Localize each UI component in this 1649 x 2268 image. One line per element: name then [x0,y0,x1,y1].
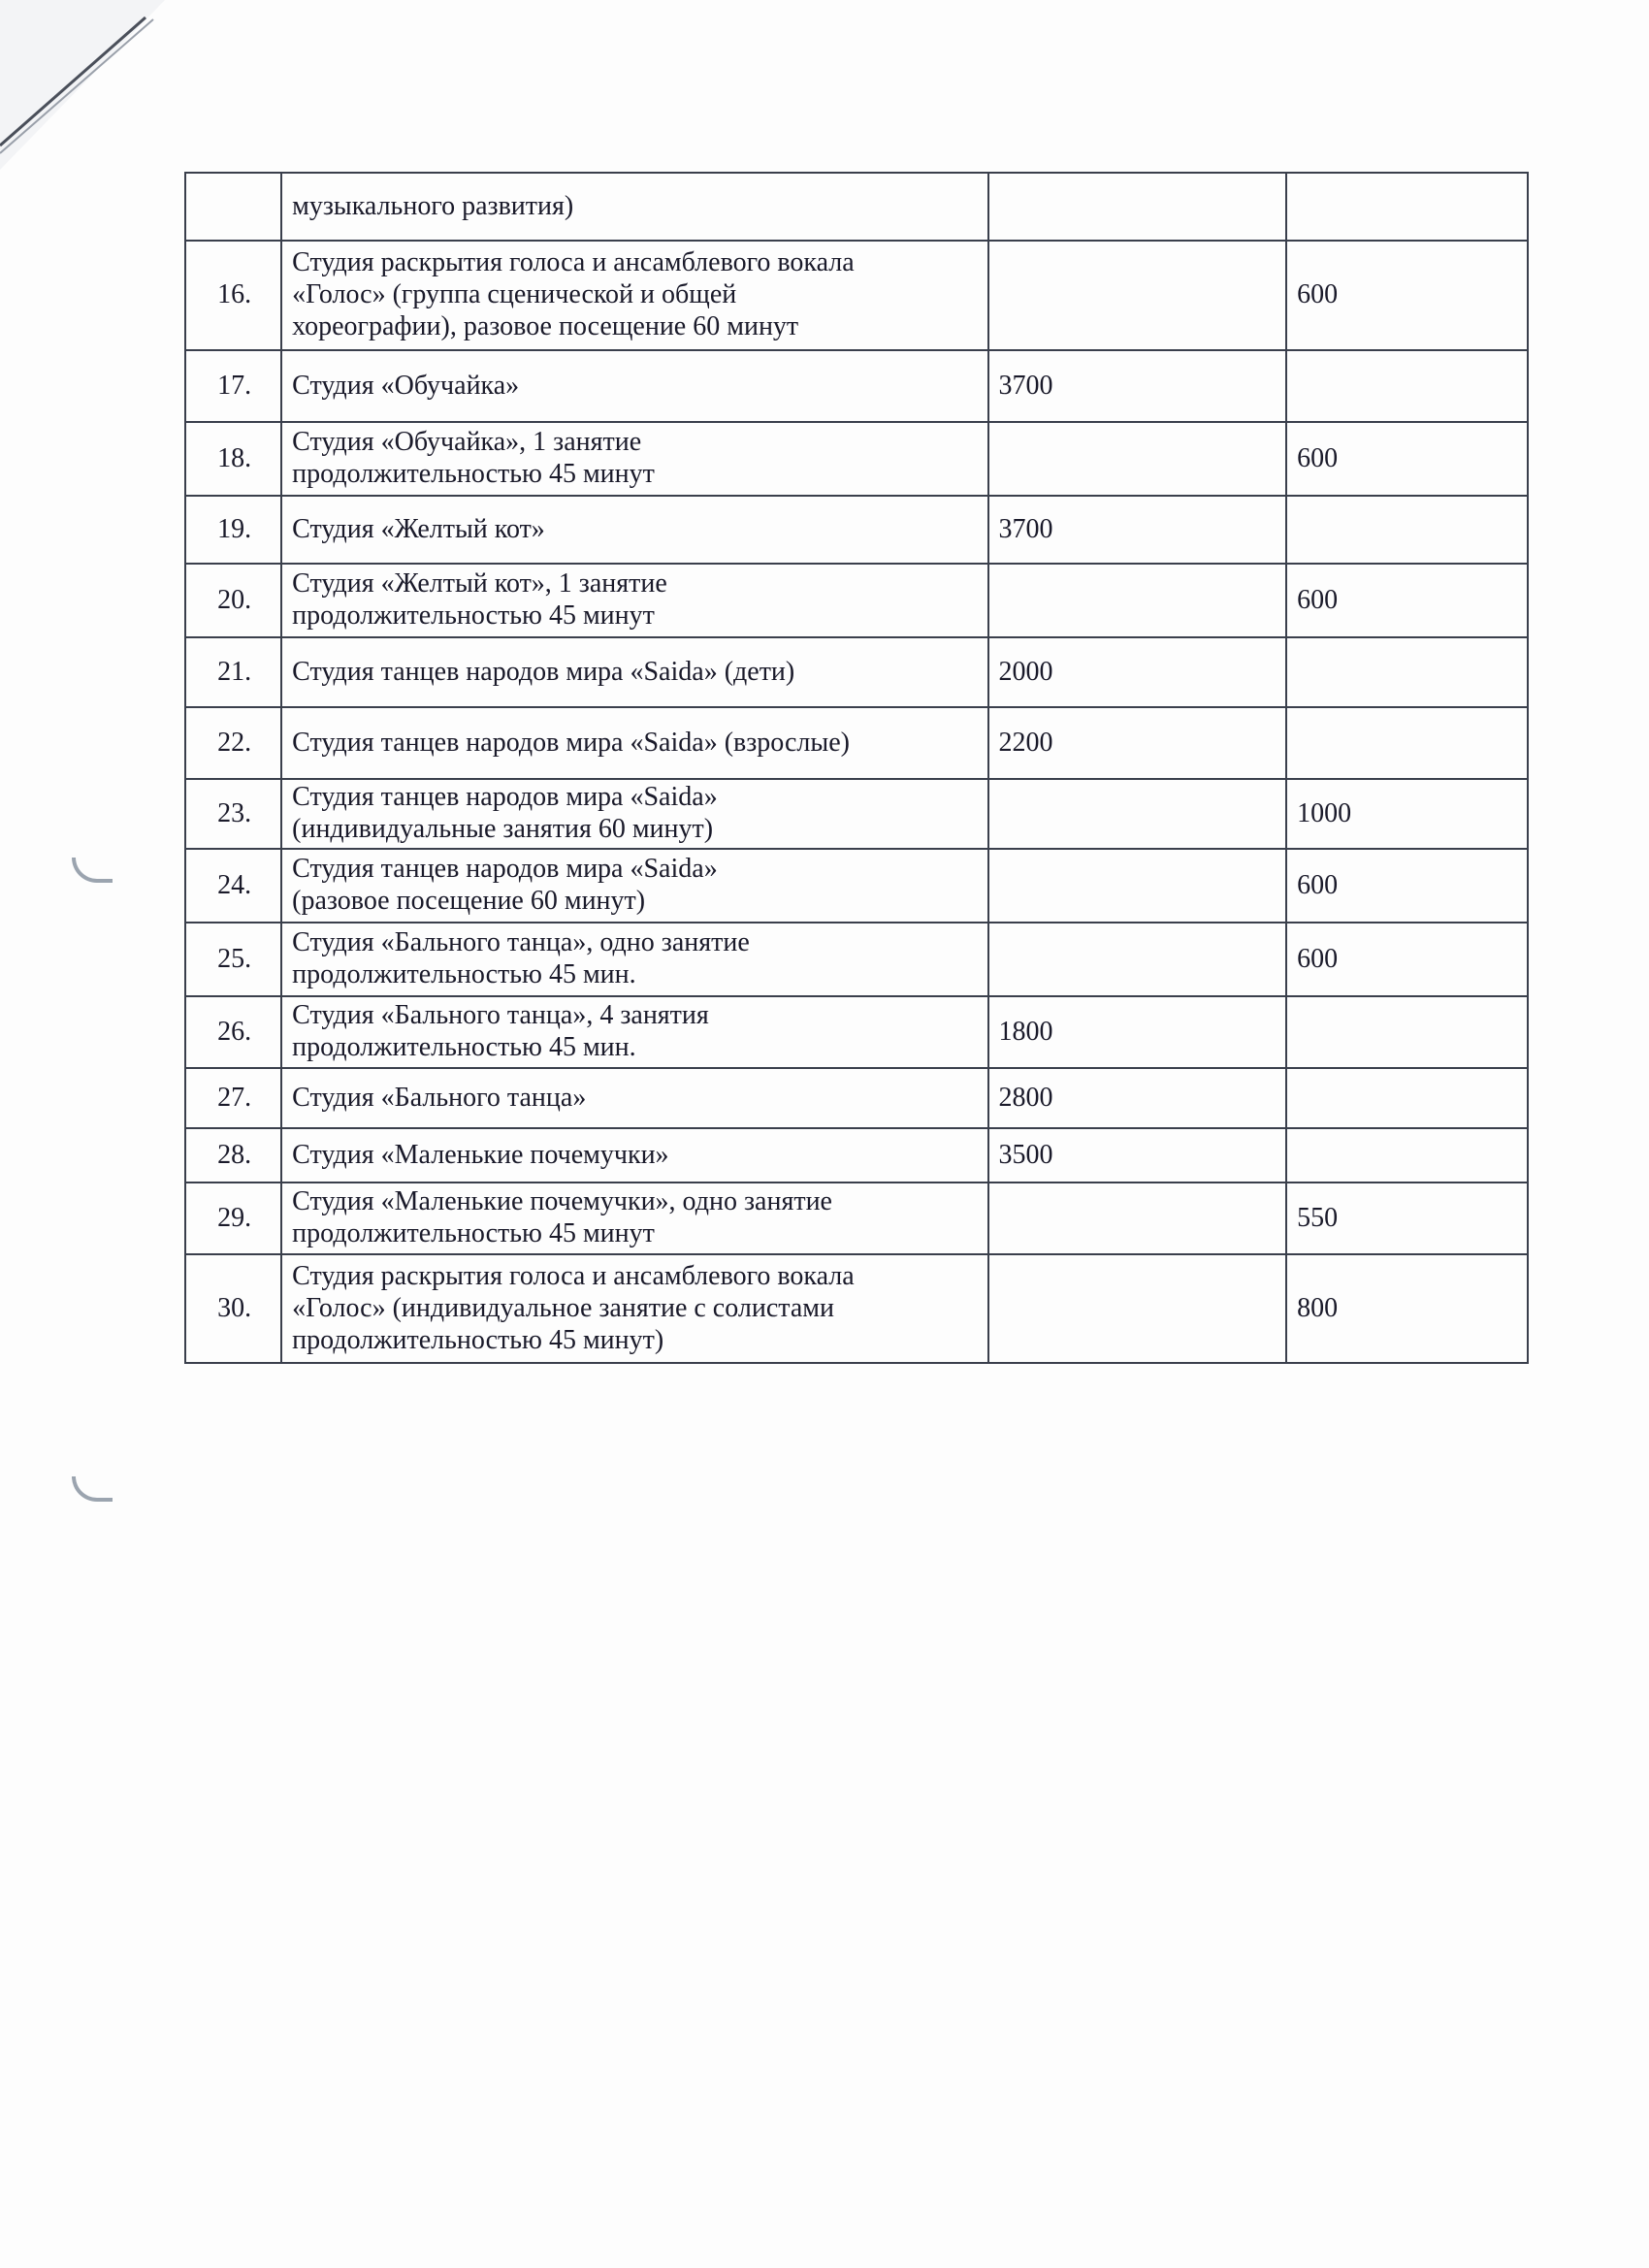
table-row [185,173,1528,241]
row-number: 30. [185,1254,281,1363]
single-visit-price: 800 [1286,1254,1528,1363]
service-name: Студия «Обучайка», 1 занятие продолжительностью 45 минут [281,422,987,496]
row-number: 16. [185,241,281,350]
service-name: Студия «Желтый кот» [281,496,987,564]
table-row [185,1128,1528,1183]
service-name: Студия «Бального танца», одно занятие продолжительностью 45 мин. [281,923,987,996]
row-number: 26. [185,996,281,1068]
monthly-price: 3700 [988,350,1287,422]
service-name: Студия танцев народов мира «Saida» (разовое посещение 60 минут) [281,849,987,923]
row-number: 25. [185,923,281,996]
row-number: 19. [185,496,281,564]
service-name: Студия танцев народов мира «Saida» (дети) [281,637,987,707]
service-name: Студия раскрытия голоса и ансамблевого вокала «Голос» (индивидуальное занятие с солистами продолжительностью 45 минут) [281,1254,987,1363]
single-visit-price [1286,1068,1528,1128]
row-number [185,173,281,241]
table-row [185,923,1528,996]
monthly-price [988,1183,1287,1254]
monthly-price [988,564,1287,637]
row-number: 27. [185,1068,281,1128]
table-row [185,241,1528,350]
row-number: 21. [185,637,281,707]
service-name: Студия «Желтый кот», 1 занятие продолжительностью 45 минут [281,564,987,637]
monthly-price [988,422,1287,496]
single-visit-price: 550 [1286,1183,1528,1254]
table-row [185,350,1528,422]
row-number: 23. [185,779,281,849]
monthly-price: 2200 [988,707,1287,779]
single-visit-price: 600 [1286,241,1528,350]
service-name: Студия «Маленькие почемучки», одно занятие продолжительностью 45 минут [281,1183,987,1254]
punch-hole-mark-icon [72,858,113,883]
single-visit-price: 1000 [1286,779,1528,849]
single-visit-price: 600 [1286,422,1528,496]
monthly-price: 2000 [988,637,1287,707]
table-row [185,1183,1528,1254]
monthly-price [988,779,1287,849]
service-name: Студия «Бального танца» [281,1068,987,1128]
single-visit-price [1286,707,1528,779]
table-row [185,707,1528,779]
single-visit-price [1286,1128,1528,1183]
row-number: 24. [185,849,281,923]
monthly-price [988,173,1287,241]
table-row [185,1254,1528,1363]
single-visit-price [1286,496,1528,564]
table-row [185,1068,1528,1128]
row-number: 22. [185,707,281,779]
monthly-price: 2800 [988,1068,1287,1128]
table-row [185,564,1528,637]
single-visit-price [1286,637,1528,707]
single-visit-price [1286,350,1528,422]
table-row [185,996,1528,1068]
monthly-price: 3700 [988,496,1287,564]
folded-corner-icon [0,0,165,170]
service-name: Студия танцев народов мира «Saida» (индивидуальные занятия 60 минут) [281,779,987,849]
single-visit-price: 600 [1286,849,1528,923]
single-visit-price [1286,996,1528,1068]
row-number: 17. [185,350,281,422]
service-name: Студия «Маленькие почемучки» [281,1128,987,1183]
service-name: Студия «Бального танца», 4 занятия продолжительностью 45 мин. [281,996,987,1068]
monthly-price [988,923,1287,996]
row-number: 20. [185,564,281,637]
row-number: 29. [185,1183,281,1254]
table-row [185,637,1528,707]
table-row [185,849,1528,923]
row-number: 18. [185,422,281,496]
table-row [185,496,1528,564]
single-visit-price [1286,173,1528,241]
table-row [185,779,1528,849]
service-name: музыкального развития) [281,173,987,241]
monthly-price: 3500 [988,1128,1287,1183]
price-table [184,172,1529,1364]
single-visit-price: 600 [1286,564,1528,637]
service-name: Студия раскрытия голоса и ансамблевого вокала «Голос» (группа сценической и общей хореографии), разовое посещение 60 минут [281,241,987,350]
single-visit-price: 600 [1286,923,1528,996]
monthly-price: 1800 [988,996,1287,1068]
monthly-price [988,1254,1287,1363]
service-name: Студия «Обучайка» [281,350,987,422]
monthly-price [988,241,1287,350]
service-name: Студия танцев народов мира «Saida» (взрослые) [281,707,987,779]
monthly-price [988,849,1287,923]
table-row [185,422,1528,496]
row-number: 28. [185,1128,281,1183]
punch-hole-mark-icon [72,1476,113,1502]
